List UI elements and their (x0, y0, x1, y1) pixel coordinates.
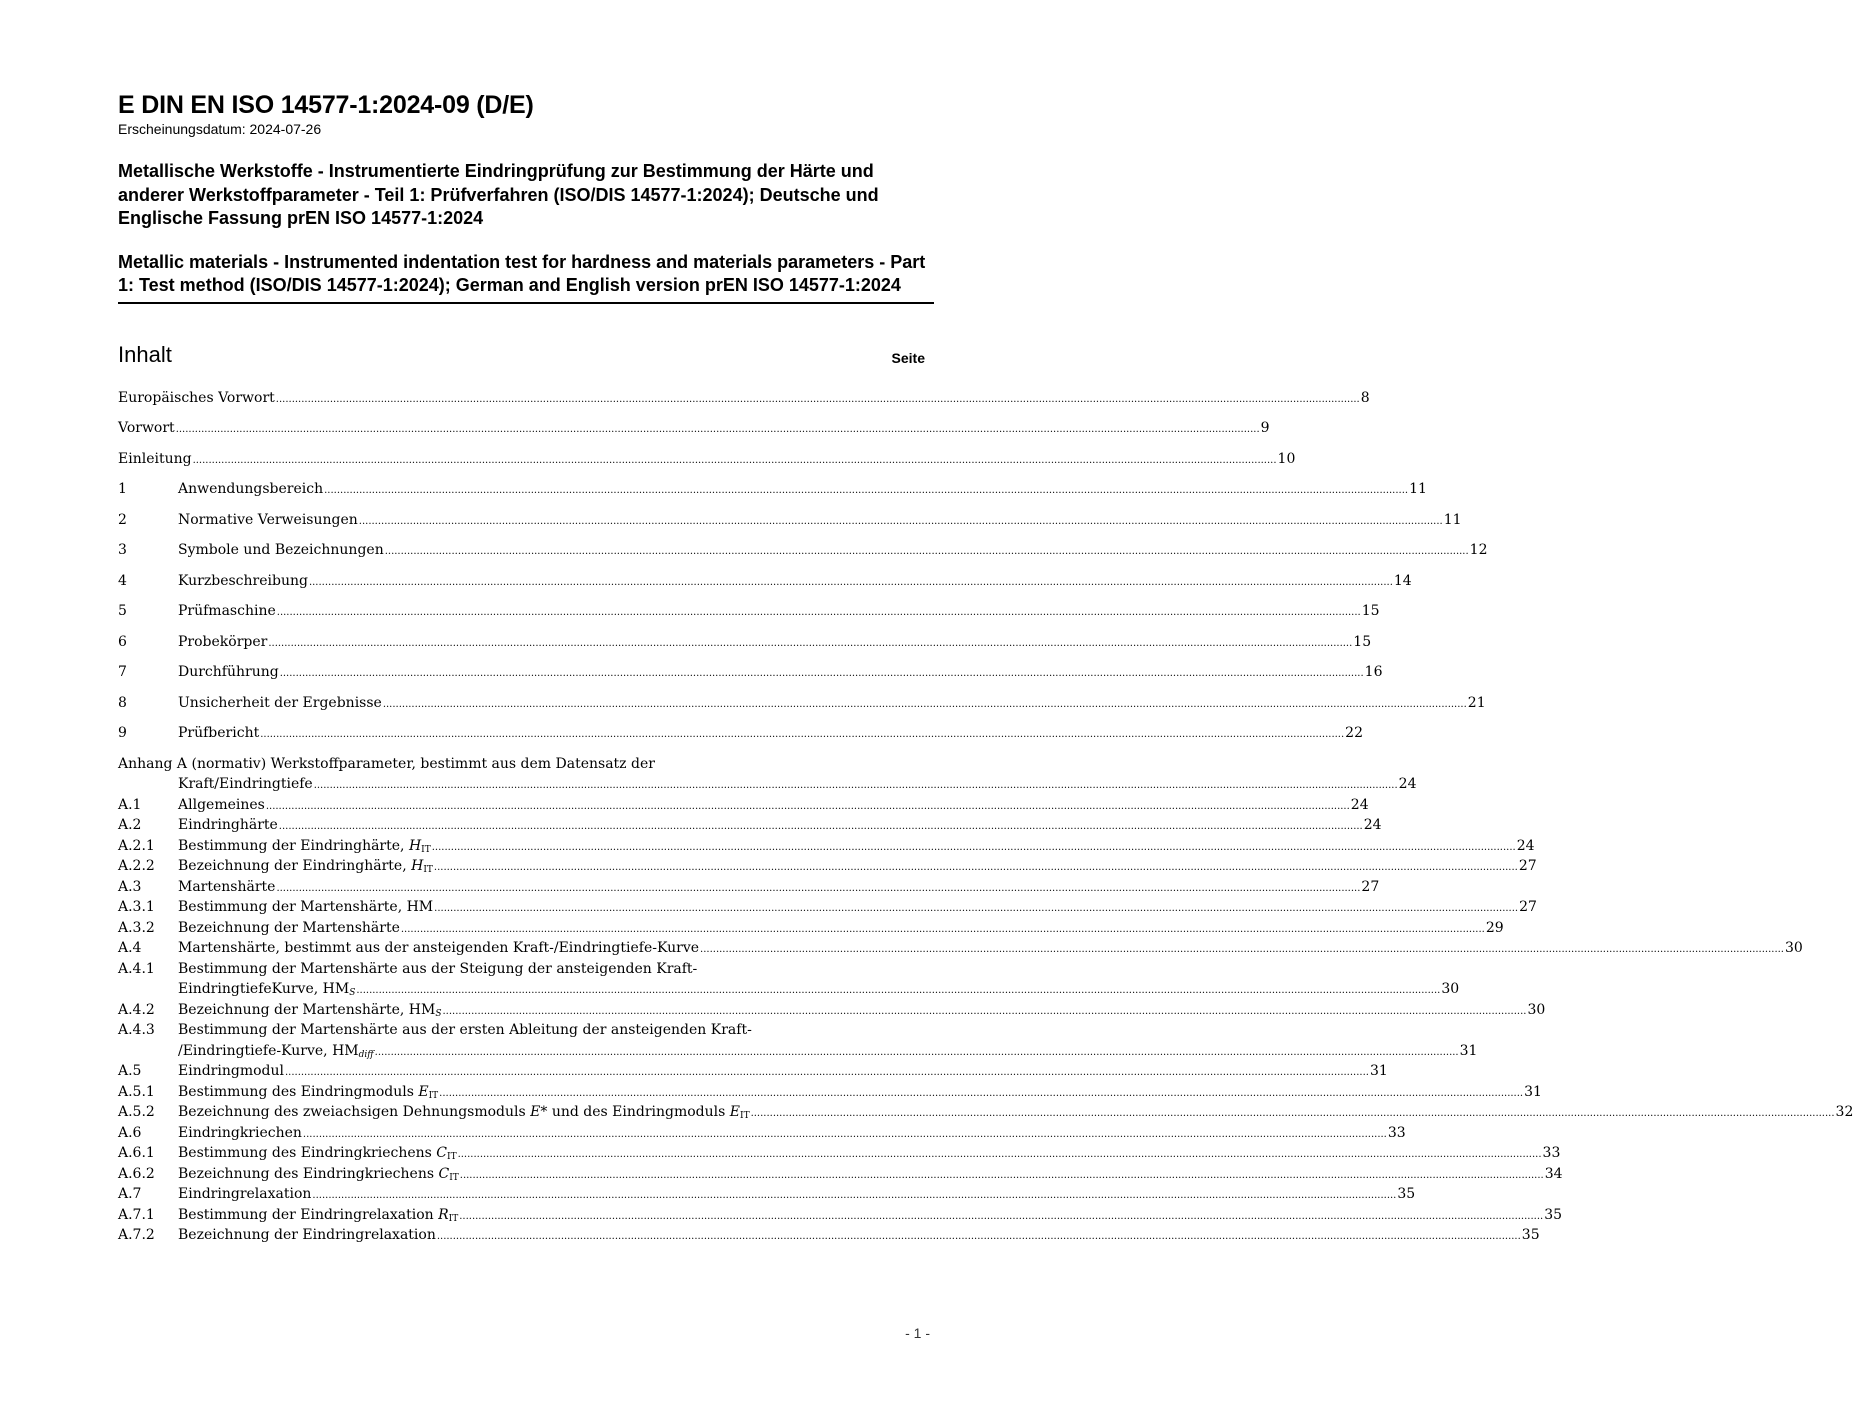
toc-entry-page: 21 (1467, 694, 1486, 711)
toc-entry-title-text: Bestimmung des Eindringmoduls (178, 1083, 419, 1100)
toc-entry-page: 15 (1353, 633, 1372, 650)
toc-leader-dots (314, 776, 1398, 792)
toc-entry-title (178, 920, 400, 936)
toc-entry-title: Symbole und Bezeichnungen (178, 542, 384, 558)
toc-entry[interactable] (118, 1001, 1546, 1023)
toc-entry-page: 27 (1519, 899, 1537, 915)
toc-symbol-subscript: IT (421, 844, 431, 855)
toc-entry[interactable] (118, 603, 1380, 624)
toc-leader-dots (459, 1207, 1543, 1223)
table-of-contents (118, 389, 1853, 1248)
toc-entry-number: A.2.1 (118, 837, 155, 854)
toc-entry-page: 11 (1443, 511, 1462, 528)
toc-leader-dots (460, 1166, 1544, 1182)
toc-entry[interactable] (118, 858, 1537, 879)
toc-entry-title (178, 1063, 284, 1079)
toc-entry-page: 9 (1260, 420, 1270, 436)
toc-entry[interactable] (118, 481, 1427, 502)
toc-entry-title (178, 817, 278, 833)
toc-entry-title-text: Martenshärte, bestimmt aus der ansteigenden Kraft-/Eindringtiefe-Kurve (178, 940, 700, 956)
toc-entry-number: 2 (118, 511, 127, 528)
toc-entry-number: 8 (118, 694, 127, 711)
toc-entry-page: 30 (1441, 981, 1460, 997)
toc-entry-page: 24 (1516, 837, 1535, 854)
toc-entry-title-text: Eindringrelaxation (178, 1186, 312, 1202)
toc-entry[interactable] (118, 1186, 1416, 1207)
toc-symbol: H (411, 858, 424, 874)
toc-entry[interactable] (118, 1145, 1561, 1166)
title-english: Metallic materials - Instrumented indentation test for hardness and materials parameters - Part 1: Test method (ISO/DIS 14577-1:2024); German and English version prEN ISO 14577-1:2024 (118, 251, 926, 295)
toc-entry[interactable] (118, 389, 1370, 411)
toc-entry-page: 31 (1524, 1083, 1542, 1100)
toc-leader-dots (303, 1125, 1387, 1141)
toc-leader-dots (434, 858, 1518, 874)
toc-entry-title-text: Bezeichnung der Martenshärte, HM (178, 1001, 436, 1018)
toc-entry-page: 29 (1485, 919, 1504, 936)
toc-entry-title-text: Bestimmung der Martenshärte aus der ersten Ableitung der ansteigenden Kraft- (178, 1022, 752, 1038)
toc-leader-dots (279, 817, 1363, 833)
toc-entry-page: 30 (1527, 1001, 1546, 1018)
toc-leader-dots (193, 451, 1277, 467)
toc-entry[interactable] (118, 1227, 1540, 1248)
toc-entry-page: 12 (1469, 542, 1488, 558)
toc-leader-dots (312, 1186, 1396, 1202)
toc-annex-heading-cont[interactable] (118, 776, 1417, 797)
toc-entry-title (178, 1207, 458, 1224)
toc-entry-page: 35 (1521, 1227, 1540, 1243)
toc-symbol: E (729, 1104, 741, 1120)
toc-symbol: C (436, 1145, 448, 1161)
toc-entry-title (178, 858, 433, 875)
toc-entry-number: A.2 (118, 817, 142, 833)
toc-entry-page: 15 (1361, 603, 1380, 619)
toc-entry[interactable] (118, 940, 1803, 961)
toc-entry-title: Vorwort (118, 420, 175, 436)
toc-leader-dots (432, 838, 1516, 854)
toc-entry-title (178, 1227, 436, 1243)
toc-entry-number: A.3 (118, 878, 142, 895)
toc-entry-title-text: Bezeichnung der Martenshärte (178, 919, 400, 936)
toc-entry-number: 5 (118, 603, 127, 619)
toc-entry[interactable] (118, 796, 1369, 818)
toc-leader-dots (266, 797, 1350, 813)
toc-symbol-subscript: IT (740, 1111, 750, 1121)
toc-entry[interactable] (118, 1124, 1406, 1146)
toc-entry-number: A.5 (118, 1063, 142, 1079)
toc-entry-page: 11 (1409, 481, 1427, 497)
toc-leader-dots (277, 603, 1361, 619)
toc-entry[interactable] (118, 1022, 934, 1043)
toc-entry-title-text: Bezeichnung des Eindringkriechens (178, 1165, 439, 1182)
toc-entry-cont[interactable] (118, 1042, 1478, 1064)
toc-entry-page: 24 (1363, 817, 1382, 833)
toc-symbol: E (418, 1083, 429, 1100)
toc-entry[interactable] (118, 664, 1383, 685)
toc-entry-page: 31 (1369, 1063, 1388, 1079)
toc-entry-number: 9 (118, 725, 127, 741)
toc-entry-title (178, 899, 433, 915)
toc-entry-page: 35 (1544, 1206, 1563, 1223)
toc-leader-dots (751, 1104, 1835, 1120)
toc-entry[interactable] (118, 633, 1372, 655)
toc-entry-title-text: Eindringhärte (178, 817, 278, 833)
toc-entry-number: 6 (118, 633, 127, 650)
toc-entry[interactable] (118, 1063, 1388, 1084)
toc-leader-dots (700, 940, 1784, 956)
toc-entry-title-text: Allgemeines (178, 796, 265, 813)
toc-leader-dots (276, 879, 1360, 895)
toc-entry-page: 33 (1387, 1124, 1406, 1141)
toc-leader-dots (375, 1043, 1459, 1059)
toc-entry[interactable] (118, 511, 1462, 533)
toc-entry-title (178, 1125, 302, 1141)
toc-entry-title (178, 879, 275, 895)
toc-entry-title: Probekörper (178, 633, 268, 650)
toc-symbol-subscript: IT (423, 865, 433, 875)
toc-entry-title-text: EindringtiefeKurve, HM (178, 981, 350, 997)
toc-symbol: E (530, 1104, 541, 1120)
toc-entry-number: A.3.2 (118, 919, 155, 936)
toc-entry-page: 10 (1277, 450, 1296, 467)
toc-entry-page: 27 (1518, 858, 1537, 874)
toc-entry-number: A.7 (118, 1186, 142, 1202)
toc-entry-number: 7 (118, 664, 127, 680)
toc-entry[interactable] (118, 1206, 1563, 1228)
toc-entry-number: A.1 (118, 796, 142, 813)
toc-entry-page: 24 (1350, 796, 1369, 813)
toc-entry-title: Einleitung (118, 450, 192, 467)
toc-leader-dots (356, 981, 1440, 997)
toc-entry-title-text: Bezeichnung der Eindringhärte, (178, 858, 412, 874)
toc-entry-title-text: Martenshärte (178, 878, 276, 895)
document-page (118, 90, 1853, 1248)
toc-entry-title: Prüfmaschine (178, 603, 276, 619)
toc-entry-number: A.3.1 (118, 899, 155, 915)
toc-entry-page: 14 (1393, 572, 1412, 589)
toc-entry-title: Kurzbeschreibung (178, 572, 308, 589)
toc-leader-dots (309, 573, 1393, 589)
toc-leader-dots (434, 899, 1518, 915)
toc-leader-dots (458, 1145, 1542, 1161)
toc-leader-dots (437, 1227, 1521, 1243)
toc-entry[interactable] (118, 1104, 1853, 1125)
toc-entry-page: 34 (1544, 1165, 1563, 1182)
toc-entry-title-text: Bezeichnung des zweiachsigen Dehnungsmoduls (178, 1104, 531, 1120)
toc-symbol-subscript: IT (448, 1213, 459, 1224)
toc-entry[interactable] (118, 1165, 1563, 1187)
title-german: Metallische Werkstoffe - Instrumentierte Eindringprüfung zur Bestimmung der Härte und anderer Werkstoffparameter - Teil 1: Prüfverfahren (ISO/DIS 14577-1:2024); Deutsche und Englische Fassung prEN ISO 14577-1:2024 (118, 161, 879, 228)
toc-entry-title (178, 838, 431, 855)
toc-entry-page: 30 (1785, 940, 1803, 956)
toc-entry-title: Prüfbericht (178, 725, 260, 741)
toc-entry[interactable] (118, 450, 1296, 472)
toc-entry[interactable] (118, 837, 1535, 859)
toc-leader-dots (285, 1063, 1369, 1079)
toc-symbol-subscript: diff (358, 1049, 374, 1060)
toc-entry-title-text: /Eindringtiefe-Kurve, HM (178, 1042, 359, 1059)
toc-entry-title-text: Bestimmung der Martenshärte, HM (178, 899, 434, 915)
toc-entry[interactable] (118, 420, 1270, 441)
toc-entry-cont[interactable] (118, 981, 1460, 1002)
toc-entry-page: 27 (1361, 878, 1380, 895)
toc-entry-number: A.7.1 (118, 1206, 155, 1223)
toc-leader-dots (280, 664, 1364, 680)
toc-entry-title: Unsicherheit der Ergebnisse (178, 694, 382, 711)
toc-entry-page: 31 (1459, 1042, 1478, 1059)
toc-page-label: Seite (891, 349, 925, 366)
toc-entry-title-text: Bestimmung der Eindringhärte, (178, 837, 409, 854)
toc-entry-number: 3 (118, 542, 127, 558)
toc-entry-title (178, 1145, 457, 1162)
toc-leader-dots (383, 695, 1467, 711)
toc-entry-title: Normative Verweisungen (178, 511, 358, 528)
toc-annex-heading[interactable] (118, 756, 934, 777)
page-number: - 1 - (905, 1325, 930, 1341)
toc-entry[interactable] (118, 878, 1380, 900)
publication-date: Erscheinungsdatum: 2024-07-26 (118, 121, 322, 137)
toc-entry-number: A.4.3 (118, 1022, 155, 1038)
toc-entry-title-cont (118, 1043, 374, 1060)
toc-entry-number: A.6 (118, 1124, 142, 1141)
toc-heading: Inhalt (118, 341, 172, 367)
toc-entry-title: Durchführung (178, 664, 279, 680)
toc-entry-title-text: Bestimmung der Eindringrelaxation (178, 1206, 439, 1223)
toc-entry-number: A.5.2 (118, 1104, 155, 1120)
toc-entry-page: 8 (1360, 389, 1370, 406)
toc-leader-dots (176, 420, 1260, 436)
toc-header (118, 342, 934, 372)
toc-leader-dots (276, 390, 1360, 406)
toc-entry-title-text: * und des Eindringmoduls (540, 1104, 730, 1120)
toc-leader-dots (324, 481, 1408, 497)
toc-entry-title-text: Eindringmodul (178, 1063, 284, 1079)
toc-entry-page: 24 (1398, 776, 1417, 792)
toc-entry-number: 4 (118, 572, 127, 589)
toc-entry-page: 16 (1364, 664, 1383, 680)
toc-entry-title (178, 1002, 442, 1019)
toc-entry-title-cont (118, 981, 355, 998)
toc-entry-number: A.6.1 (118, 1145, 155, 1161)
toc-leader-dots (443, 1002, 1527, 1018)
toc-entry-title (178, 1186, 311, 1202)
document-id: E DIN EN ISO 14577-1:2024-09 (D/E) (118, 91, 534, 119)
toc-entry-title (178, 940, 699, 956)
toc-annex-title: Anhang A (normativ) Werkstoffparameter, bestimmt aus dem Datensatz der (118, 755, 655, 772)
toc-entry-page: 35 (1397, 1186, 1416, 1202)
toc-entry-title-text: Eindringkriechen (178, 1124, 302, 1141)
toc-entry-title: Anwendungsbereich (178, 481, 324, 497)
toc-entry[interactable] (118, 961, 934, 982)
toc-annex-title-cont: Kraft/Eindringtiefe (178, 776, 313, 792)
toc-leader-dots (439, 1084, 1523, 1100)
toc-entry[interactable] (118, 542, 1488, 563)
toc-entry-title (178, 961, 697, 977)
toc-entry-title (178, 1104, 750, 1121)
toc-leader-dots (268, 634, 1352, 650)
toc-leader-dots (260, 725, 1344, 741)
toc-leader-dots (401, 920, 1485, 936)
toc-entry[interactable] (118, 919, 1504, 941)
toc-symbol-subscript: IT (447, 1152, 457, 1162)
toc-symbol-subscript: S (349, 988, 356, 998)
toc-entry-number: 1 (118, 481, 127, 497)
toc-entry[interactable] (118, 725, 1363, 746)
toc-entry-page: 33 (1542, 1145, 1561, 1161)
toc-entry-number: A.5.1 (118, 1083, 155, 1100)
toc-symbol-subscript: IT (428, 1090, 439, 1101)
toc-leader-dots (385, 542, 1469, 558)
toc-symbol-subscript: S (435, 1008, 442, 1019)
toc-entry-number: A.4 (118, 940, 142, 956)
toc-entry-title (178, 797, 265, 813)
title-divider (118, 302, 934, 304)
toc-entry[interactable] (118, 899, 1537, 920)
toc-entry[interactable] (118, 694, 1486, 716)
toc-symbol-subscript: IT (449, 1172, 459, 1183)
toc-symbol: R (438, 1206, 449, 1223)
toc-entry-title: Europäisches Vorwort (118, 389, 275, 406)
toc-entry[interactable] (118, 572, 1412, 594)
toc-entry[interactable] (118, 1083, 1542, 1105)
toc-entry-number: A.4.2 (118, 1001, 155, 1018)
toc-entry-title-text: Bestimmung der Martenshärte aus der Steigung der ansteigenden Kraft- (178, 960, 698, 977)
toc-entry-title (178, 1022, 752, 1038)
toc-entry-title-text: Bestimmung des Eindringkriechens (178, 1145, 437, 1161)
toc-entry-number: A.2.2 (118, 858, 155, 874)
toc-entry-page: 22 (1345, 725, 1363, 741)
toc-entry[interactable] (118, 817, 1382, 838)
toc-entry-page: 32 (1835, 1104, 1853, 1120)
toc-entry-title (178, 1166, 459, 1183)
toc-entry-title (178, 1084, 438, 1101)
toc-entry-number: A.7.2 (118, 1227, 155, 1243)
toc-symbol: C (438, 1165, 450, 1182)
toc-entry-number: A.4.1 (118, 960, 155, 977)
toc-entry-number: A.6.2 (118, 1165, 155, 1182)
toc-entry-title-text: Bezeichnung der Eindringrelaxation (178, 1227, 436, 1243)
toc-leader-dots (359, 512, 1443, 528)
toc-symbol: H (408, 837, 422, 854)
